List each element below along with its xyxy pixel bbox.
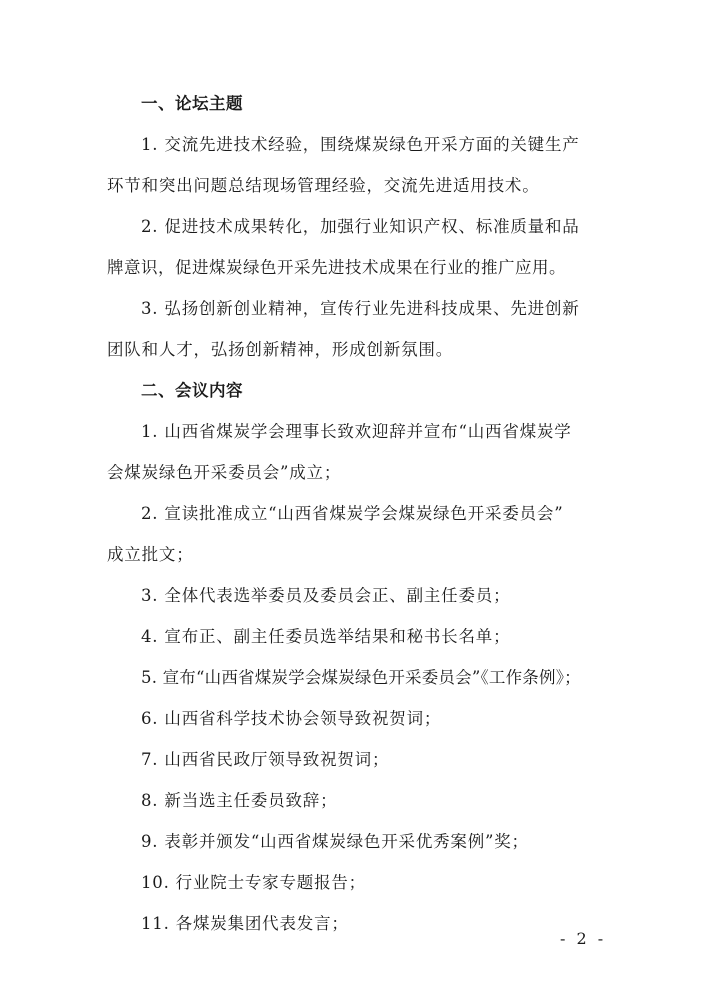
content-item-1-line-1: 1. 山西省煤炭学会理事长致欢迎辞并宣布“山西省煤炭学 [141, 422, 572, 441]
theme-item-2 [107, 215, 607, 280]
page-number: - 2 - [560, 929, 607, 948]
theme-item-2-line-2: 牌意识，促进煤炭绿色开采先进技术成果在行业的推广应用。 [107, 258, 566, 277]
content-item-7: 7. 山西省民政厅领导致祝贺词； [141, 750, 390, 769]
content-item-9: 9. 表彰并颁发“山西省煤炭绿色开采优秀案例”奖； [141, 832, 529, 851]
content-item-2-line-1: 2. 宣读批准成立“山西省煤炭学会煤炭绿色开采委员会” [141, 504, 564, 523]
theme-item-1-line-1: 1. 交流先进技术经验，围绕煤炭绿色开采方面的关键生产 [141, 135, 580, 154]
content-item-1-line-2: 会煤炭绿色开采委员会”成立； [107, 463, 342, 482]
theme-item-3 [107, 297, 607, 362]
content-item-2 [107, 502, 607, 567]
theme-item-1 [107, 133, 607, 198]
content-item-1 [107, 420, 607, 485]
content-item-11: 11. 各煤炭集团代表发言； [141, 914, 349, 933]
theme-item-3-line-1: 3. 弘扬创新创业精神，宣传行业先进科技成果、先进创新 [141, 299, 580, 318]
theme-item-3-line-2: 团队和人才，弘扬创新精神，形成创新氛围。 [107, 340, 453, 359]
content-item-2-line-2: 成立批文； [107, 545, 194, 564]
section-heading-meeting-content: 二、会议内容 [141, 381, 243, 400]
content-item-10: 10. 行业院士专家专题报告； [141, 873, 366, 892]
document-body [107, 92, 607, 953]
theme-item-1-line-2: 环节和突出问题总结现场管理经验，交流先进适用技术。 [107, 176, 540, 195]
content-item-5: 5. 宣布“山西省煤炭学会煤炭绿色开采委员会”《工作条例》； [141, 668, 581, 687]
theme-item-2-line-1: 2. 促进技术成果转化，加强行业知识产权、标准质量和品 [141, 217, 580, 236]
content-item-6: 6. 山西省科学技术协会领导致祝贺词； [141, 709, 442, 728]
content-item-8: 8. 新当选主任委员致辞； [141, 791, 338, 810]
content-item-3: 3. 全体代表选举委员及委员会正、副主任委员； [141, 586, 511, 605]
section-heading-forum-theme: 一、论坛主题 [141, 94, 243, 113]
content-item-4: 4. 宣布正、副主任委员选举结果和秘书长名单； [141, 627, 511, 646]
